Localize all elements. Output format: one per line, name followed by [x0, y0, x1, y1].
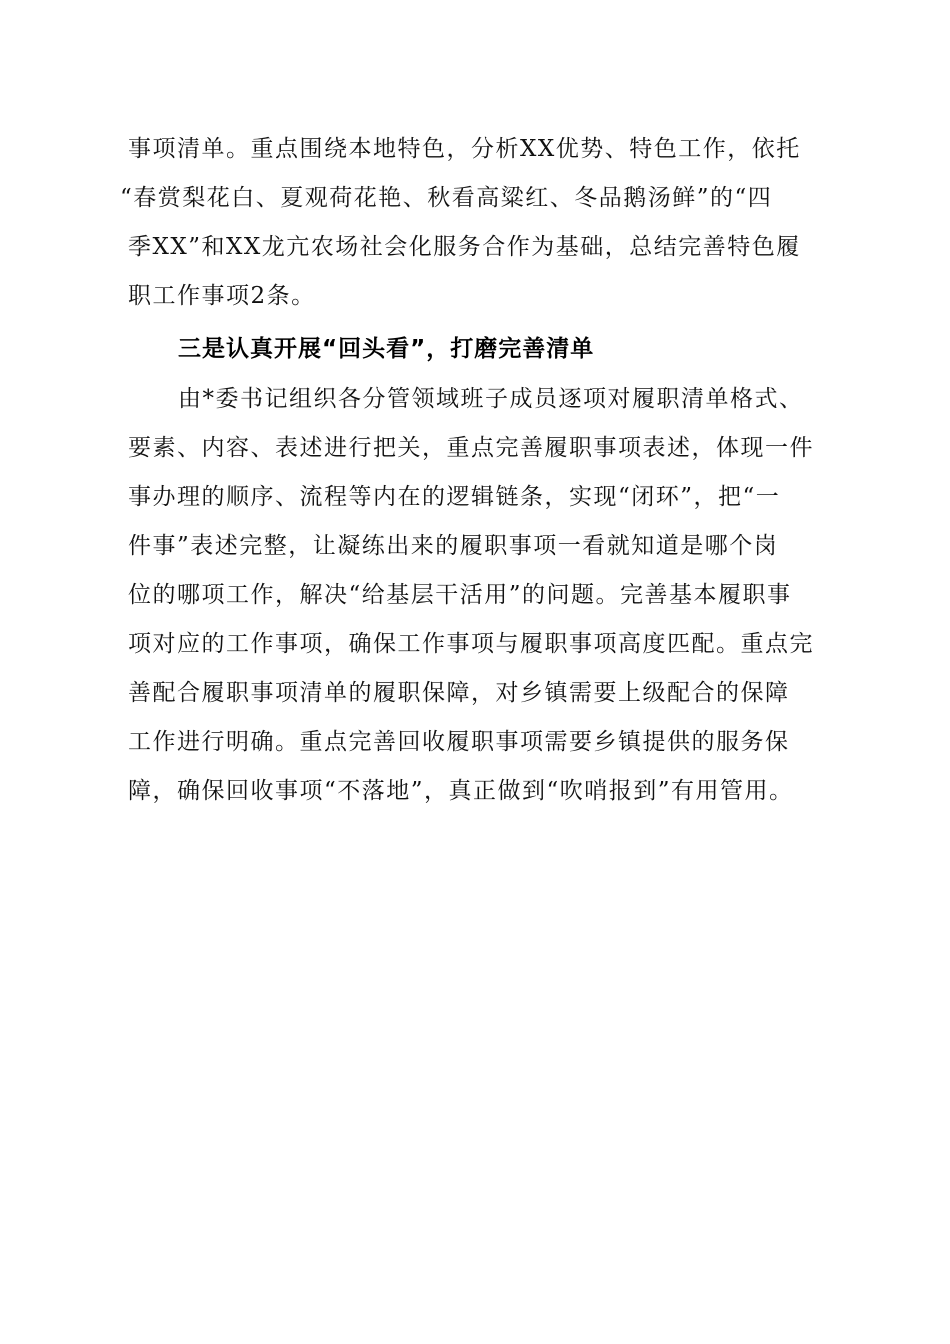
paragraph-line: 职工作事项2条。 — [128, 283, 316, 309]
paragraph-continued — [120, 136, 828, 318]
paragraph-line: 由*委书记组织各分管领域班子成员逐项对履职清单格式、 — [178, 386, 804, 412]
section-heading: 三是认真开展“回头看”，打磨完善清单 — [178, 336, 595, 362]
paragraph-line: 事办理的顺序、流程等内在的逻辑链条，实现“闭环”，把“一 — [128, 484, 781, 510]
paragraph-line: 件事”表述完整，让凝练出来的履职事项一看就知道是哪个岗 — [128, 533, 779, 559]
paragraph-line: 季XX”和XX龙亢农场社会化服务合作为基础，总结完善特色履 — [128, 234, 801, 260]
paragraph-line: 事项清单。重点围绕本地特色，分析XX优势、特色工作，依托 — [128, 136, 801, 162]
paragraph-main — [128, 388, 828, 828]
paragraph-line: 工作进行明确。重点完善回收履职事项需要乡镇提供的服务保 — [128, 729, 790, 755]
paragraph-line: 位的哪项工作，解决“给基层干活用”的问题。完善基本履职事 — [128, 582, 792, 608]
paragraph-line: 障，确保回收事项“不落地”，真正做到“吹哨报到”有用管用。 — [128, 778, 794, 804]
paragraph-line: 善配合履职事项清单的履职保障，对乡镇需要上级配合的保障 — [128, 680, 790, 706]
paragraph-line: 项对应的工作事项，确保工作事项与履职事项高度匹配。重点完 — [128, 631, 814, 657]
paragraph-line: “春赏梨花白、夏观荷花艳、秋看高粱红、冬品鹅汤鲜”的“四 — [120, 185, 773, 211]
paragraph-line: 要素、内容、表述进行把关，重点完善履职事项表述，体现一件 — [128, 435, 814, 461]
